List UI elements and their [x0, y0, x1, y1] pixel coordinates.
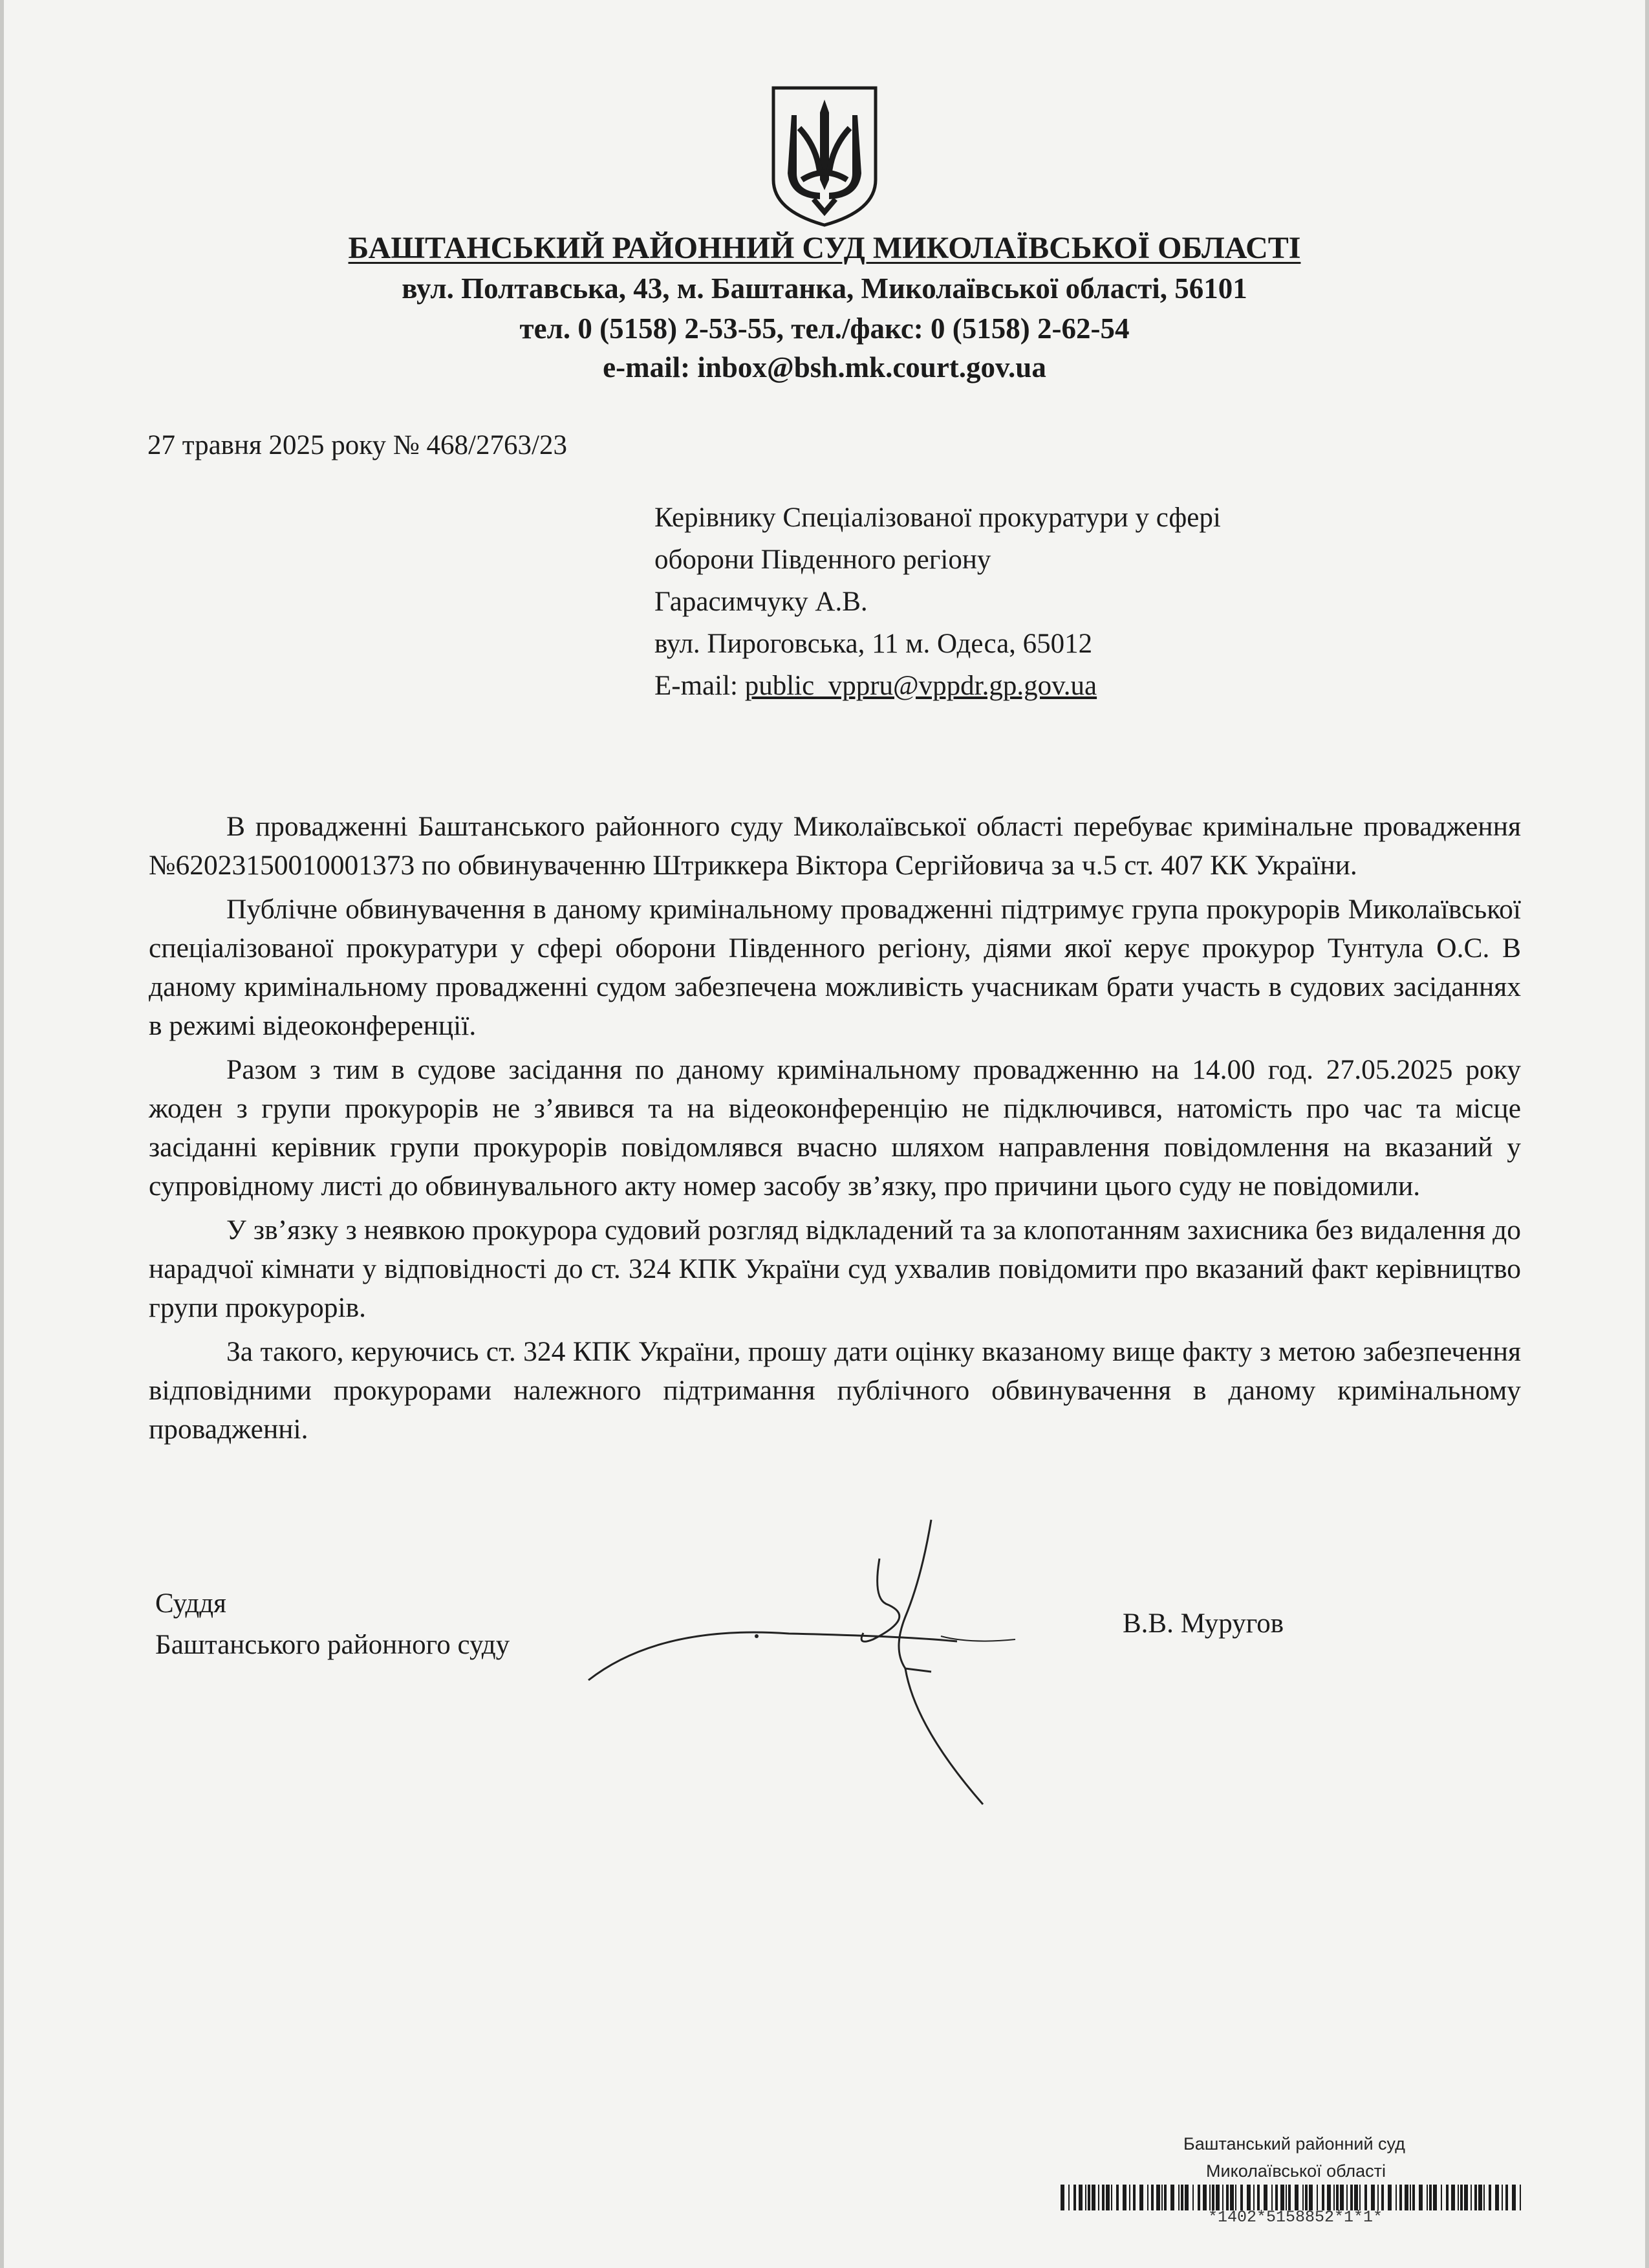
judge-title-line: Баштанського районного суду [155, 1630, 510, 1660]
barcode-text: *1402*5158852*1*1* [1208, 2208, 1383, 2227]
judge-name: В.В. Муругов [1123, 1608, 1284, 1639]
judge-title [155, 1583, 510, 1666]
court-phones: тел. 0 (5158) 2-53-55, тел./факс: 0 (5158) 2-62-54 [519, 312, 1130, 345]
addressee-line: Гарасимчуку А.В. [654, 587, 868, 617]
addressee-line: оборони Південного регіону [654, 545, 991, 575]
judge-title-line: Суддя [155, 1588, 226, 1619]
addressee-block [654, 497, 1221, 707]
addressee-email-link[interactable]: public_vppru@vppdr.gp.gov.ua [744, 671, 1097, 701]
scan-edge-left [0, 0, 4, 2268]
stamp-line: Миколаївської області [1206, 2161, 1386, 2181]
court-address: вул. Полтавська, 43, м. Баштанка, Миколаївської області, 56101 [402, 272, 1247, 305]
body-paragraph: За такого, керуючись ст. 324 КПК України, прошу дати оцінку вказаному вище факту з метою забезпечення відповідними прокурорами належного підтримання публічного обвинувачення в даному кримінальному провадженні. [149, 1336, 1521, 1445]
body-paragraph: У зв’язку з неявкою прокурора судовий розгляд відкладений та за клопотанням захисника без видалення до нарадчої кімнати у відповідності до ст. 324 КПК України суд ухвалив повідомити про вказаний факт керівництво групи прокурорів. [149, 1215, 1521, 1323]
addressee-email [654, 665, 1221, 707]
addressee-line: Керівнику Спеціалізованої прокуратури у сфері [654, 502, 1221, 533]
outgoing-date-number: 27 травня 2025 року № 468/2763/23 [147, 430, 567, 460]
court-email: e-mail: inbox@bsh.mk.court.gov.ua [603, 351, 1046, 383]
handwritten-signature [569, 1507, 1061, 1811]
scan-edge-right [1645, 0, 1649, 2268]
coat-of-arms-trident-icon [768, 83, 881, 229]
letter-body [149, 807, 1521, 1449]
barcode-icon [1061, 2185, 1526, 2210]
body-paragraph: Публічне обвинувачення в даному кримінальному провадженні підтримує група прокурорів Миколаївської спеціалізованої прокуратури у сфері оборони Південного регіону, діями якої керує прокурор Тунтула О.С. В даному кримінальному провадженні судом забезпечена можливість учасникам брати участь в судових засіданнях в режимі відеоконференції. [149, 894, 1521, 1041]
stamp-line: Баштанський районний суд [1183, 2134, 1405, 2154]
addressee-email-label: E-mail: [654, 671, 745, 701]
body-paragraph: Разом з тим в судове засідання по даному кримінальному провадженню на 14.00 год. 27.05.2025 року жоден з групи прокурорів не з’явився та на відеоконференцію не підключився, натомість про час та місце засіданні керівник групи прокурорів повідомлявся вчасно шляхом направлення повідомлення на вказаний у супровідному листі до обвинувального акту номер засобу зв’язку, про причини цього суду не повідомили. [149, 1054, 1521, 1202]
body-paragraph: В провадженні Баштанського районного суду Миколаївської області перебуває кримінальне провадження №62023150010001373 по обвинуваченню Штриккера Віктора Сергійовича за ч.5 ст. 407 КК України. [149, 811, 1521, 881]
addressee-line: вул. Пироговська, 11 м. Одеса, 65012 [654, 629, 1093, 659]
court-name: БАШТАНСЬКИЙ РАЙОННИЙ СУД МИКОЛАЇВСЬКОЇ ОБЛАСТІ [348, 231, 1301, 265]
